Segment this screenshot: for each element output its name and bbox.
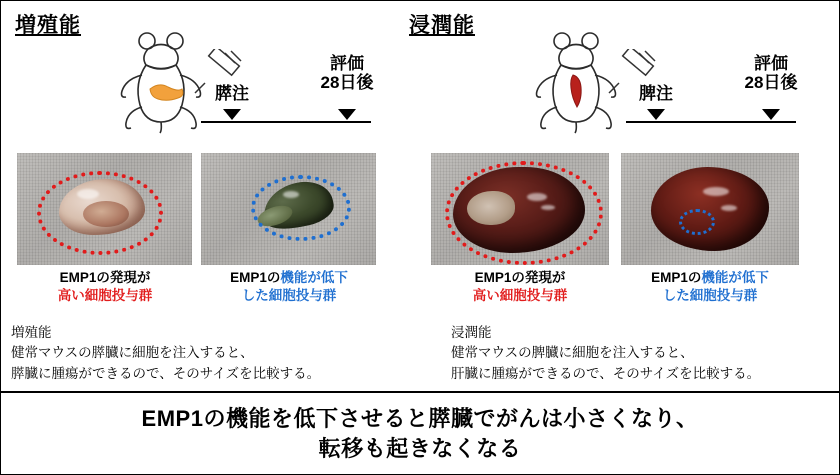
- caption-line2: 高い細胞投与群: [472, 288, 568, 304]
- timeline-left: [201, 121, 371, 123]
- photo-caption-high-emp1-left: [15, 269, 195, 305]
- caption-line1: EMP1の発現が: [474, 270, 566, 285]
- conclusion-line2: 転移も起きなくなる: [318, 435, 522, 461]
- eval-label-left-line1: 評価: [330, 54, 364, 73]
- caption-line2: した細胞投与群: [241, 288, 337, 304]
- photo-liver-low-emp1: [621, 153, 799, 265]
- caption-line1: [199, 269, 379, 287]
- photo-pancreas-high-emp1: [17, 153, 192, 265]
- blue-dotted-marker: [251, 175, 351, 241]
- eval-label-right-line2: 28日後: [744, 72, 798, 92]
- caption-line1-accent: 機能が低下: [280, 270, 348, 285]
- description-line2-left: 膵臓に腫瘍ができるので、そのサイズを比較する。: [11, 365, 321, 381]
- photo-pancreas-low-emp1: [201, 153, 376, 265]
- eval-label-left-line2: 28日後: [320, 72, 374, 92]
- caption-line2: した細胞投与群: [662, 288, 758, 304]
- caption-line1: EMP1の発現が: [59, 270, 151, 285]
- specular-highlight: [703, 187, 729, 196]
- description-line2-right: 肝臓に腫瘍ができるので、そのサイズを比較する。: [451, 365, 761, 381]
- triangle-marker-icon: [338, 109, 356, 120]
- photo-liver-high-emp1: [431, 153, 609, 265]
- description-title-right: 浸潤能: [451, 325, 492, 340]
- description-right: [451, 323, 840, 384]
- inject-label-right: 脾注: [639, 84, 673, 103]
- panel-title-right: 浸潤能: [409, 14, 475, 37]
- description-title-left: 増殖能: [11, 325, 52, 340]
- triangle-marker-icon: [647, 109, 665, 120]
- caption-line2: 高い細胞投与群: [57, 288, 153, 304]
- description-left: [11, 323, 411, 384]
- blue-dotted-marker: [679, 209, 715, 235]
- conclusion-banner: [1, 391, 839, 474]
- triangle-marker-icon: [762, 109, 780, 120]
- caption-line1: [619, 269, 801, 287]
- conclusion-line1: EMP1の機能を低下させると膵臓でがんは小さくなり、: [141, 405, 699, 431]
- caption-line1-accent: 機能が低下: [701, 270, 769, 285]
- conclusion-text: [142, 404, 699, 463]
- timeline-right: [626, 121, 796, 123]
- eval-label-right: [731, 55, 811, 92]
- photo-caption-low-emp1-left: [199, 269, 379, 305]
- inject-label-left: 膵注: [215, 84, 249, 103]
- panel-title-left: 増殖能: [15, 14, 81, 37]
- eval-label-right-line1: 評価: [754, 54, 788, 73]
- specular-highlight: [721, 205, 737, 211]
- caption-line1-plain: EMP1の: [651, 270, 702, 285]
- photo-caption-low-emp1-right: [619, 269, 801, 305]
- eval-label-left: [307, 55, 387, 92]
- description-line1-right: 健常マウスの脾臓に細胞を注入すると、: [451, 345, 694, 361]
- description-line1-left: 健常マウスの膵臓に細胞を注入すると、: [11, 345, 254, 361]
- liver-tissue: [651, 167, 769, 251]
- panel-proliferation: [1, 1, 421, 391]
- red-dotted-marker: [37, 171, 163, 255]
- triangle-marker-icon: [223, 109, 241, 120]
- red-dotted-marker: [445, 161, 603, 265]
- photo-caption-high-emp1-right: [429, 269, 611, 305]
- caption-line1-plain: EMP1の: [230, 270, 281, 285]
